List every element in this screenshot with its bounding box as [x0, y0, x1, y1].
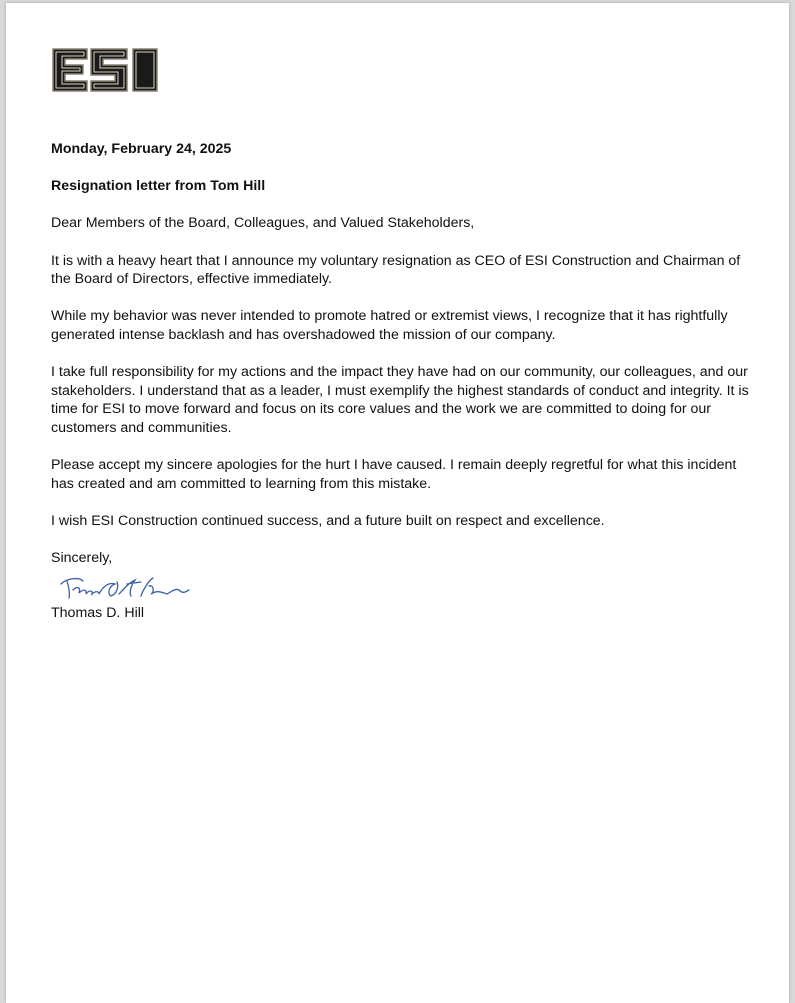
letter-subject: Resignation letter from Tom Hill [51, 178, 266, 195]
paragraph-wishes: I wish ESI Construction continued success, and a future built on respect and excellence. [51, 512, 605, 529]
esi-logo [51, 47, 161, 93]
logo-letter-s [91, 49, 127, 91]
handwritten-signature [57, 572, 197, 602]
paragraph-behavior: While my behavior was never intended to promote hatred or extremist views, I recognize that it has rightfully generated intense backlash and has overshadowed the mission of our company. [51, 308, 728, 343]
logo-letter-e [53, 49, 87, 91]
paragraph-responsibility: I take full responsibility for my actions and the impact they have had on our community, our colleagues, and our stakeholders. I understand that as a leader, I must exemplify the highest standards of conduct and integrity. It is time for ESI to move forward and focus on its core values and the work we are committed to doing for our customers and communities. [51, 364, 749, 436]
logo-letter-i [133, 49, 157, 91]
paragraph-resignation: It is with a heavy heart that I announce my voluntary resignation as CEO of ESI Construction and Chairman of the Board of Directors, effective immediately. [51, 252, 741, 288]
letter-body [51, 140, 751, 622]
letter-salutation: Dear Members of the Board, Colleagues, and Valued Stakeholders, [51, 215, 475, 232]
signer-name: Thomas D. Hill [51, 604, 145, 621]
paragraph-apology: Please accept my sincere apologies for the hurt I have caused. I remain deeply regretful for what this incident has created and am committed to learning from this mistake. [51, 457, 737, 492]
letter-date: Monday, February 24, 2025 [51, 141, 232, 157]
letter-closing: Sincerely, [51, 550, 113, 567]
letter-page [6, 3, 789, 1003]
